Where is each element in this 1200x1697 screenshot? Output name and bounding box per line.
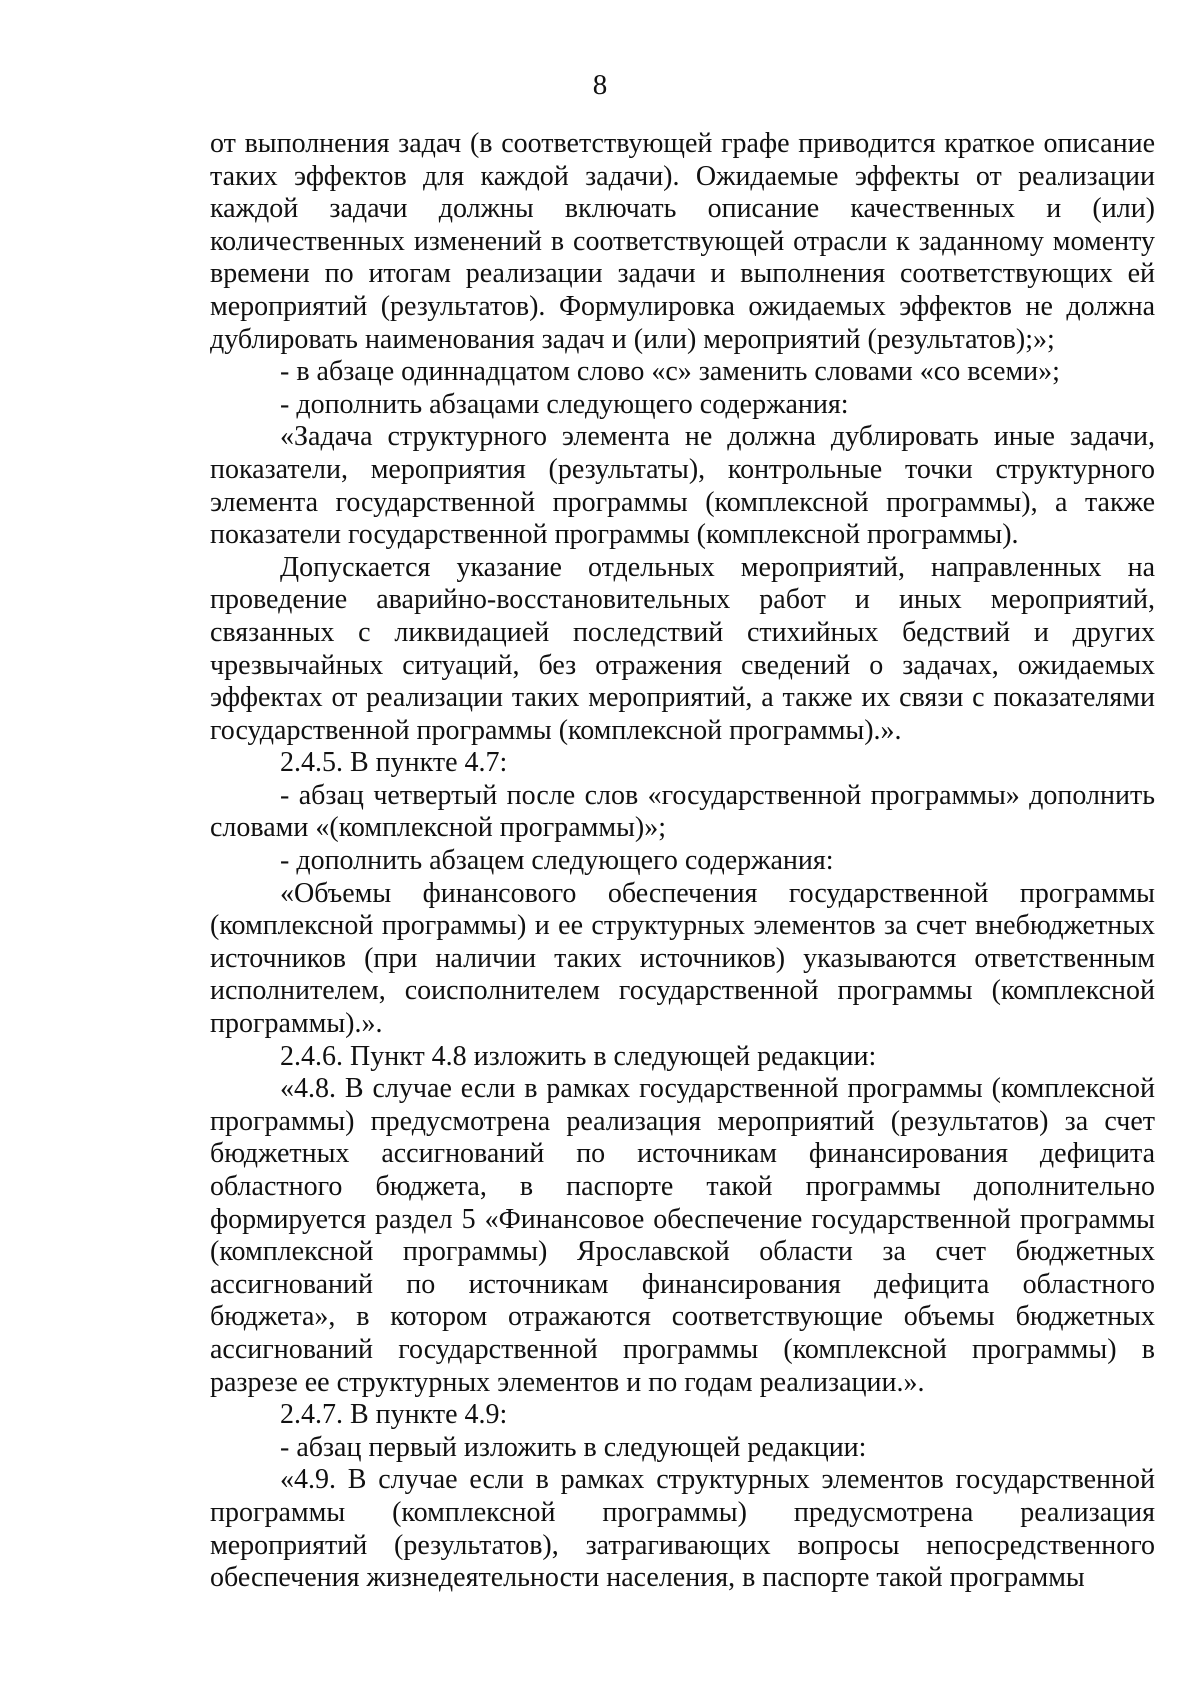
paragraph: Допускается указание отдельных мероприятий, направленных на проведение аварийно-восстановительных работ и иных мероприятий, связанных с ликвидацией последствий стихийных бедствий и других чрезвычайных ситуаций, без отражения сведений о задачах, ожидаемых эффектах от реализации таких мероприятий, а также их связи с показателями государственной программы (комплексной программы).». bbox=[210, 551, 1155, 746]
paragraph: «4.8. В случае если в рамках государственной программы (комплексной программы) предусмотрена реализация мероприятий (результатов) за счет бюджетных ассигнований по источникам финансирования дефицита областного бюджета, в паспорте такой программы дополнительно формируется раздел 5 «Финансовое обеспечение государственной программы (комплексной программы) Ярославской области за счет бюджетных ассигнований по источникам финансирования дефицита областного бюджета», в котором отражаются соответствующие объемы бюджетных ассигнований государственной программы (комплексной программы) в разрезе ее структурных элементов и по годам реализации.». bbox=[210, 1073, 1155, 1398]
paragraph: - в абзаце одиннадцатом слово «с» заменить словами «со всеми»; bbox=[280, 356, 1060, 388]
paragraph: - дополнить абзацем следующего содержания: bbox=[280, 845, 834, 877]
paragraph: «Задача структурного элемента не должна дублировать иные задачи, показатели, мероприятия (результаты), контрольные точки структурного элемента государственной программы (комплексной программы), а также показатели государственной программы (комплексной программы). bbox=[210, 421, 1155, 551]
paragraph: 2.4.7. В пункте 4.9: bbox=[280, 1399, 508, 1431]
paragraph: - абзац первый изложить в следующей редакции: bbox=[280, 1431, 867, 1463]
paragraph: «Объемы финансового обеспечения государственной программы (комплексной программы) и ее структурных элементов за счет внебюджетных источников (при наличии таких источников) указываются ответственным исполнителем, соисполнителем государственной программы (комплексной программы).». bbox=[210, 877, 1155, 1040]
paragraph: - абзац четвертый после слов «государственной программы» дополнить словами «(комплексной программы)»; bbox=[210, 779, 1155, 844]
paragraph: - дополнить абзацами следующего содержания: bbox=[280, 388, 849, 420]
paragraph: от выполнения задач (в соответствующей графе приводится краткое описание таких эффектов для каждой задачи). Ожидаемые эффекты от реализации каждой задачи должны включать описание качественных и (или) количественных изменений в соответствующей отрасли к заданному моменту времени по итогам реализации задачи и выполнения соответствующих ей мероприятий (результатов). Формулировка ожидаемых эффектов не должна дублировать наименования задач и (или) мероприятий (результатов);»; bbox=[210, 128, 1155, 355]
paragraph: 2.4.6. Пункт 4.8 изложить в следующей редакции: bbox=[280, 1040, 877, 1072]
paragraph: 2.4.5. В пункте 4.7: bbox=[280, 747, 508, 779]
page-number: 8 bbox=[592, 69, 608, 101]
document-body bbox=[210, 128, 1155, 1595]
paragraph: «4.9. В случае если в рамках структурных элементов государственной программы (комплексной программы) предусмотрена реализация мероприятий (результатов), затрагивающих вопросы непосредственного обеспечения жизнедеятельности населения, в паспорте такой программы bbox=[210, 1464, 1155, 1594]
